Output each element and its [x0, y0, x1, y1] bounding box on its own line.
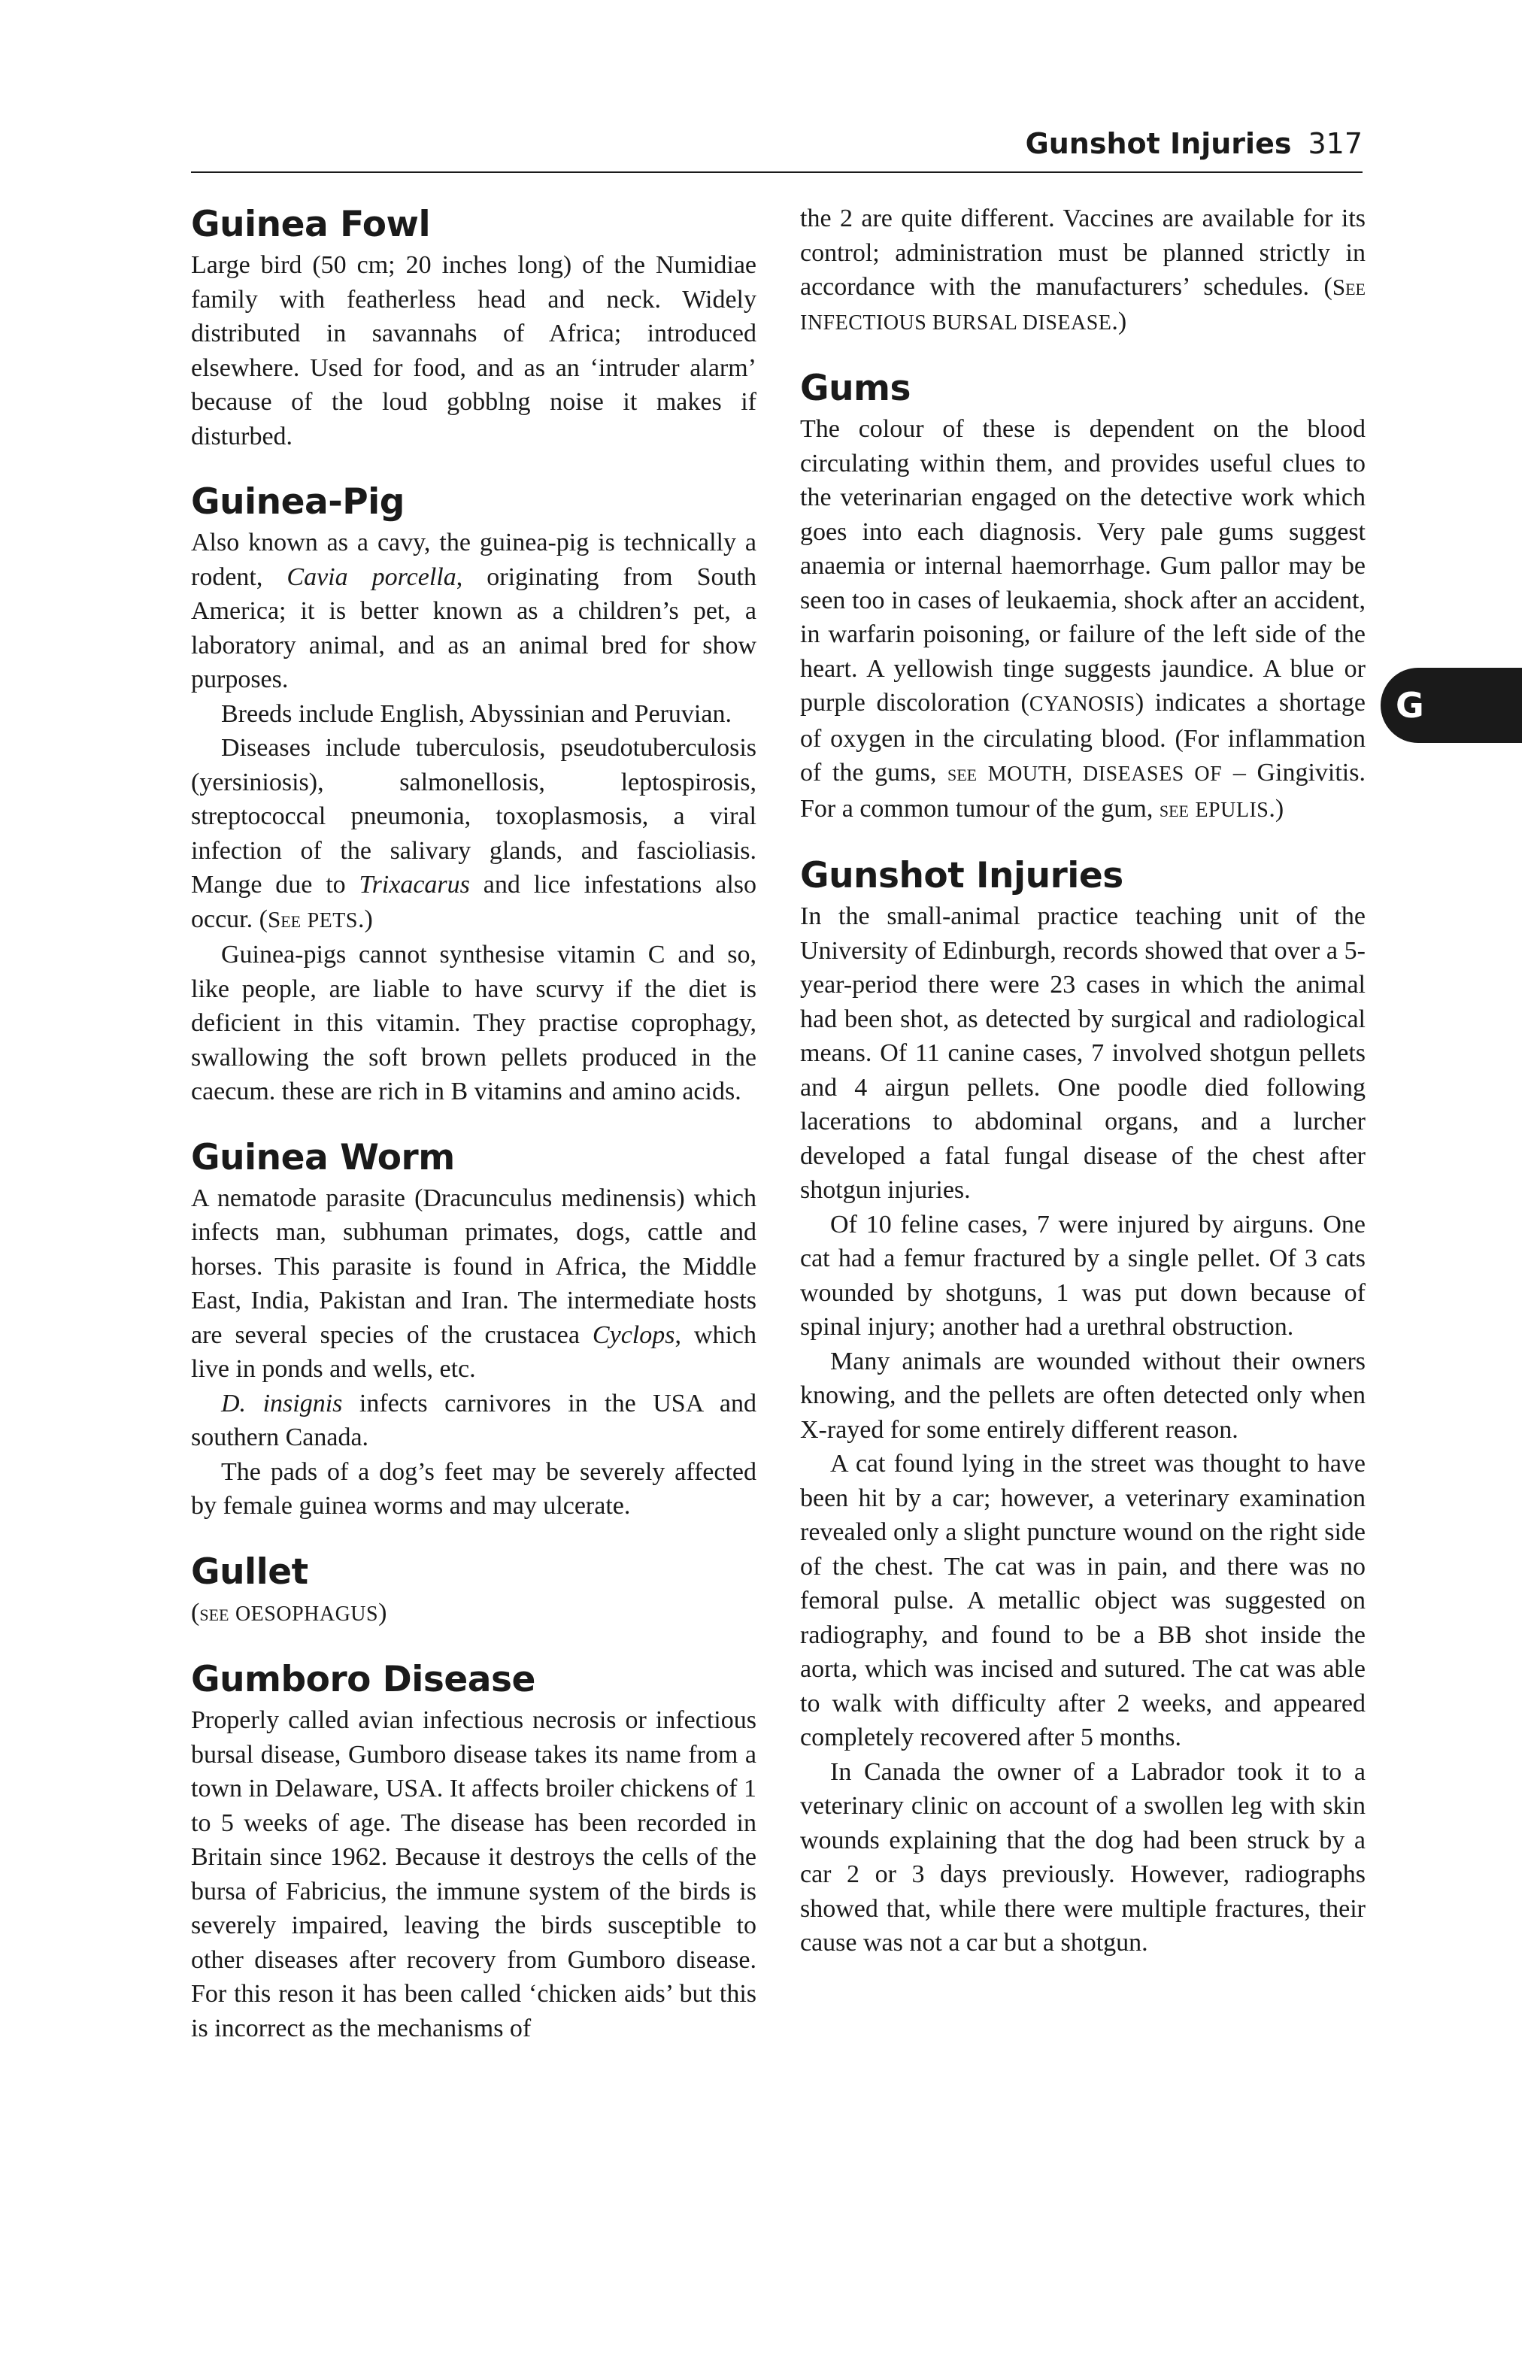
- entry-gumboro-disease: [191, 1657, 756, 2045]
- text-run: the 2 are quite different. Vaccines are available for its control; administration must be planned strictly in accordance with the manufacturers’ schedules. (: [800, 205, 1366, 301]
- entry-paragraph: Of 10 feline cases, 7 were injured by airguns. One cat had a femur fractured by a single pellet. Of 3 cats wounded by shotguns, 1 was put down because of spinal injury; another had a urethral obstruction.: [800, 1210, 1366, 1341]
- text-run: , originating from South America; it is better known as a children’s pet, a laboratory animal, and as an animal bred for show purposes.: [191, 562, 756, 693]
- entry-paragraph: In Canada the owner of a Labrador took it to a veterinary clinic on account of a swollen leg with skin wounds explaining that the dog had been struck by a car 2 or 3 days previously. However, radiographs showed that, while there were multiple fractures, their cause was not a car but a shotgun.: [800, 1757, 1366, 1957]
- entry-paragraph: Large bird (50 cm; 20 inches long) of the Numidiae family with featherless head and neck. Widely distributed in savannahs of Africa; introduced elsewhere. Used for food, and as an ‘intruder alarm’ because of the loud gobblng noise it makes if disturbed.: [191, 251, 756, 450]
- text-run: Diseases include tuberculosis, pseudotuberculosis (yersiniosis), salmonellosis, leptospirosis, streptococcal pneumonia, toxoplasmosis, a viral infection of the salivary glands, and fascioliasis. Mange due to: [191, 734, 756, 899]
- cross-reference-epulis[interactable]: EPULIS: [1195, 798, 1269, 822]
- cross-reference-infectious-bursal-disease[interactable]: INFECTIOUS BURSAL DISEASE: [800, 311, 1112, 335]
- text-run: .): [1269, 794, 1284, 823]
- entry-paragraph: [191, 1181, 756, 1387]
- genus-name: Trixacarus: [359, 871, 470, 899]
- entry-paragraph: Breeds include English, Abyssinian and Peruvian.: [221, 699, 732, 728]
- text-run: A nematode parasite (Dracunculus medinensis) which infects man, subhuman primates, dogs, cattle and horses. This parasite is found in Africa, the Middle East, India, Pakistan and Iran. The intermediate hosts are several species of the crustacea: [191, 1184, 756, 1349]
- species-name: D. insignis: [221, 1389, 343, 1417]
- cross-reference-mouth-diseases[interactable]: MOUTH, DISEASES OF: [987, 763, 1223, 786]
- entry-title: Guinea-Pig: [191, 481, 405, 523]
- entry-paragraph: Guinea-pigs cannot synthesise vitamin C and so, like people, are liable to have scurvy if the diet is deficient in this vitamin. They practise coprophagy, swallowing the soft brown pellets produced in the caecum. these are rich in B vitamins and amino acids.: [191, 941, 756, 1105]
- see-label: see: [1159, 795, 1189, 822]
- entry-paragraph: In the small-animal practice teaching unit of the University of Edinburgh, records showed that over a 5-year-period there were 23 cases in which the animal had been shot, as detected by surgical and radiological means. Of 11 canine cases, 7 involved shotgun pellets and 4 airgun pellets. One poodle died following lacerations to abdominal organs, and a lurcher developed a fatal fungal disease of the chest after shotgun injuries.: [800, 902, 1366, 1204]
- entry-paragraph: [191, 526, 756, 697]
- entry-title: Gunshot Injuries: [800, 855, 1123, 896]
- running-title: Gunshot Injuries: [1025, 127, 1292, 160]
- entry-title: Gumboro Disease: [191, 1659, 535, 1700]
- entry-guinea-pig: [191, 479, 756, 1109]
- cross-reference-oesophagus[interactable]: OESOPHAGUS: [235, 1602, 379, 1626]
- text-run: .): [1111, 307, 1127, 335]
- see-label: See: [1332, 274, 1366, 300]
- entry-paragraph: Properly called avian infectious necrosis or infectious bursal disease, Gumboro disease takes its name from a town in Delaware, USA. It affects broiler chickens of 1 to 5 weeks of age. The disease has been recorded in Britain since 1962. Because it destroys the cells of the bursa of Fabricius, the immune system of the birds is severely impaired, leaving the birds susceptible to other diseases after recovery from Gumboro disease. For this reson it has been called ‘chicken aids’ but this is incorrect as the mechanisms of: [191, 1706, 756, 2042]
- entry-paragraph: [191, 1596, 756, 1632]
- text-run: ) indicates a shortage of oxygen in the circulating blood. (For inflammation of the gums,: [800, 689, 1366, 787]
- see-label: see: [199, 1599, 229, 1626]
- entry-paragraph: Many animals are wounded without their owners knowing, and the pellets are often detected only when X-rayed for some entirely different reason.: [800, 1347, 1366, 1444]
- entry-paragraph: A cat found lying in the street was thought to have been hit by a car; however, a veterinary examination revealed only a slight puncture wound on the right side of the chest. The cat was in pain, and there was no femoral pulse. A metallic object was suggested on radiography, and found to be a BB shot inside the aorta, which was incised and sutured. The cat was able to walk with difficulty after 2 weeks, and appeared completely recovered after 5 months.: [800, 1450, 1366, 1751]
- see-label: See: [267, 905, 302, 932]
- text-run: and lice infestations also occur. (: [191, 871, 757, 933]
- text-run: (: [191, 1598, 200, 1627]
- text-run: ): [378, 1598, 387, 1627]
- entry-title: Guinea Worm: [191, 1136, 455, 1178]
- cross-reference-pets[interactable]: PETS: [307, 908, 358, 932]
- entry-paragraph: [191, 731, 756, 938]
- entry-title: Gums: [800, 368, 911, 409]
- entry-gumboro-continued: [800, 202, 1366, 340]
- right-column: [800, 202, 1366, 1986]
- tab-letter: G: [1396, 685, 1424, 726]
- running-head: [191, 125, 1363, 162]
- entry-gullet: [191, 1549, 756, 1632]
- entry-title: Gullet: [191, 1551, 308, 1593]
- species-name: Cavia porcella: [286, 562, 456, 591]
- entry-gunshot-injuries: [800, 853, 1366, 1960]
- header-rule: [191, 171, 1363, 173]
- text-run: , which live in ponds and wells, etc.: [191, 1320, 756, 1383]
- see-label: see: [947, 759, 978, 786]
- entry-paragraph: The pads of a dog’s feet may be severely affected by female guinea worms and may ulcerate.: [191, 1457, 756, 1520]
- text-run: The colour of these is dependent on the blood circulating within them, and provides useful clues to the veterinarian engaged on the detective work which goes into each diagnosis. Very pale gums suggest anaemia or internal haemorrhage. Gum pallor may be seen too in cases of leukaemia, shock after an accident, in warfarin poisoning, or failure of the left side of the heart. A yellowish tinge suggests jaundice. A blue or purple discoloration (: [800, 415, 1366, 717]
- cross-reference-cyanosis[interactable]: CYANOSIS: [1029, 693, 1135, 716]
- text-run: – Gingivitis. For a common tumour of the gum,: [800, 759, 1366, 823]
- entry-paragraph: [800, 412, 1366, 827]
- left-column: [191, 202, 756, 2071]
- entry-guinea-worm: [191, 1135, 756, 1524]
- entry-guinea-fowl: [191, 202, 756, 453]
- entry-title: Guinea Fowl: [191, 204, 431, 245]
- thumb-index-tab[interactable]: [1381, 668, 1522, 743]
- text-run: .): [357, 905, 373, 933]
- genus-name: Cyclops: [592, 1320, 675, 1349]
- text-run: infects carnivores in the USA and southern Canada.: [191, 1389, 757, 1451]
- text-run: Also known as a cavy, the guinea-pig is technically a rodent,: [191, 529, 756, 591]
- page-number: 317: [1308, 127, 1363, 160]
- entry-paragraph: [800, 202, 1366, 340]
- entry-gums: [800, 365, 1366, 827]
- entry-paragraph: [191, 1387, 756, 1455]
